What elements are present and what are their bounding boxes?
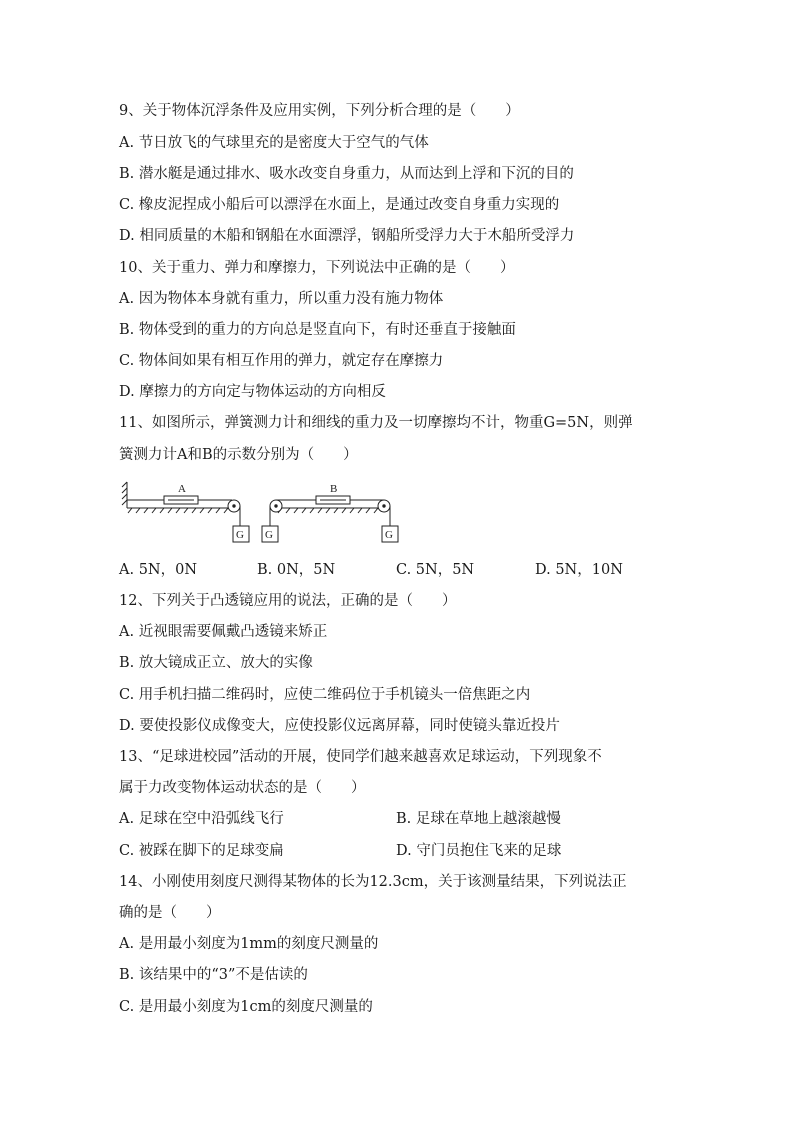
q11-option-c: C. 5N，5N [396,562,475,578]
scale-a-label: A [178,483,186,495]
q10-option-a: A. 因为物体本身就有重力，所以重力没有施力物体 [119,291,444,307]
q10-option-b: B. 物体受到的重力的方向总是竖直向下，有时还垂直于接触面 [119,322,516,338]
q14-option-b: B. 该结果中的“3”不是估读的 [119,967,308,983]
q13-stem-line2: 属于力改变物体运动状态的是（ ） [119,780,366,796]
q11-option-d: D. 5N，10N [535,562,623,578]
spring-scale-figure [118,478,408,548]
q11-stem-line1: 11、如图所示，弹簧测力计和细线的重力及一切摩擦均不计，物重G=5N，则弹 [119,415,633,431]
q13-option-b: B. 足球在草地上越滚越慢 [396,811,561,827]
weight-middle-label: G [265,529,273,541]
q9-option-d: D. 相同质量的木船和钢船在水面漂浮，钢船所受浮力大于木船所受浮力 [119,228,575,244]
q10-option-d: D. 摩擦力的方向定与物体运动的方向相反 [119,384,386,400]
setup-b [262,496,398,542]
q13-option-a: A. 足球在空中沿弧线飞行 [119,811,284,827]
q14-option-a: A. 是用最小刻度为1mm的刻度尺测量的 [119,936,379,952]
q14-stem-line1: 14、小刚使用刻度尺测得某物体的长为12.3cm，关于该测量结果，下列说法正 [119,874,627,890]
q11-stem-line2: 簧测力计A和B的示数分别为（ ） [119,447,358,463]
q13-stem-line1: 13、“足球进校园”活动的开展，使同学们越来越喜欢足球运动，下列现象不 [119,749,602,765]
q14-stem-line2: 确的是（ ） [119,905,221,921]
q10-stem: 10、关于重力、弹力和摩擦力，下列说法中正确的是（ ） [119,260,515,276]
scale-b-label: B [330,483,338,495]
weight-left-label: G [236,529,244,541]
q13-option-c: C. 被踩在脚下的足球变扁 [119,843,284,859]
q12-stem: 12、下列关于凸透镜应用的说法，正确的是（ ） [119,593,457,609]
q9-option-b: B. 潜水艇是通过排水、吸水改变自身重力，从而达到上浮和下沉的目的 [119,166,574,182]
q13-option-d: D. 守门员抱住飞来的足球 [396,843,562,859]
weight-right-label: G [385,529,393,541]
q12-option-c: C. 用手机扫描二维码时，应使二维码位于手机镜头一倍焦距之内 [119,687,531,703]
q10-option-c: C. 物体间如果有相互作用的弹力，就定存在摩擦力 [119,353,444,369]
q11-option-b: B. 0N，5N [257,562,336,578]
q9-option-c: C. 橡皮泥捏成小船后可以漂浮在水面上，是通过改变自身重力实现的 [119,197,560,213]
q12-option-a: A. 近视眼需要佩戴凸透镜来矫正 [119,624,328,640]
q9-stem: 9、关于物体沉浮条件及应用实例，下列分析合理的是（ ） [119,103,520,119]
q12-option-b: B. 放大镜成正立、放大的实像 [119,655,313,671]
q11-option-a: A. 5N，0N [119,562,198,578]
q9-option-a: A. 节日放飞的气球里充的是密度大于空气的气体 [119,135,429,151]
q14-option-c: C. 是用最小刻度为1cm的刻度尺测量的 [119,999,373,1015]
q12-option-d: D. 要使投影仪成像变大，应使投影仪远离屏幕，同时使镜头靠近投片 [119,718,560,734]
